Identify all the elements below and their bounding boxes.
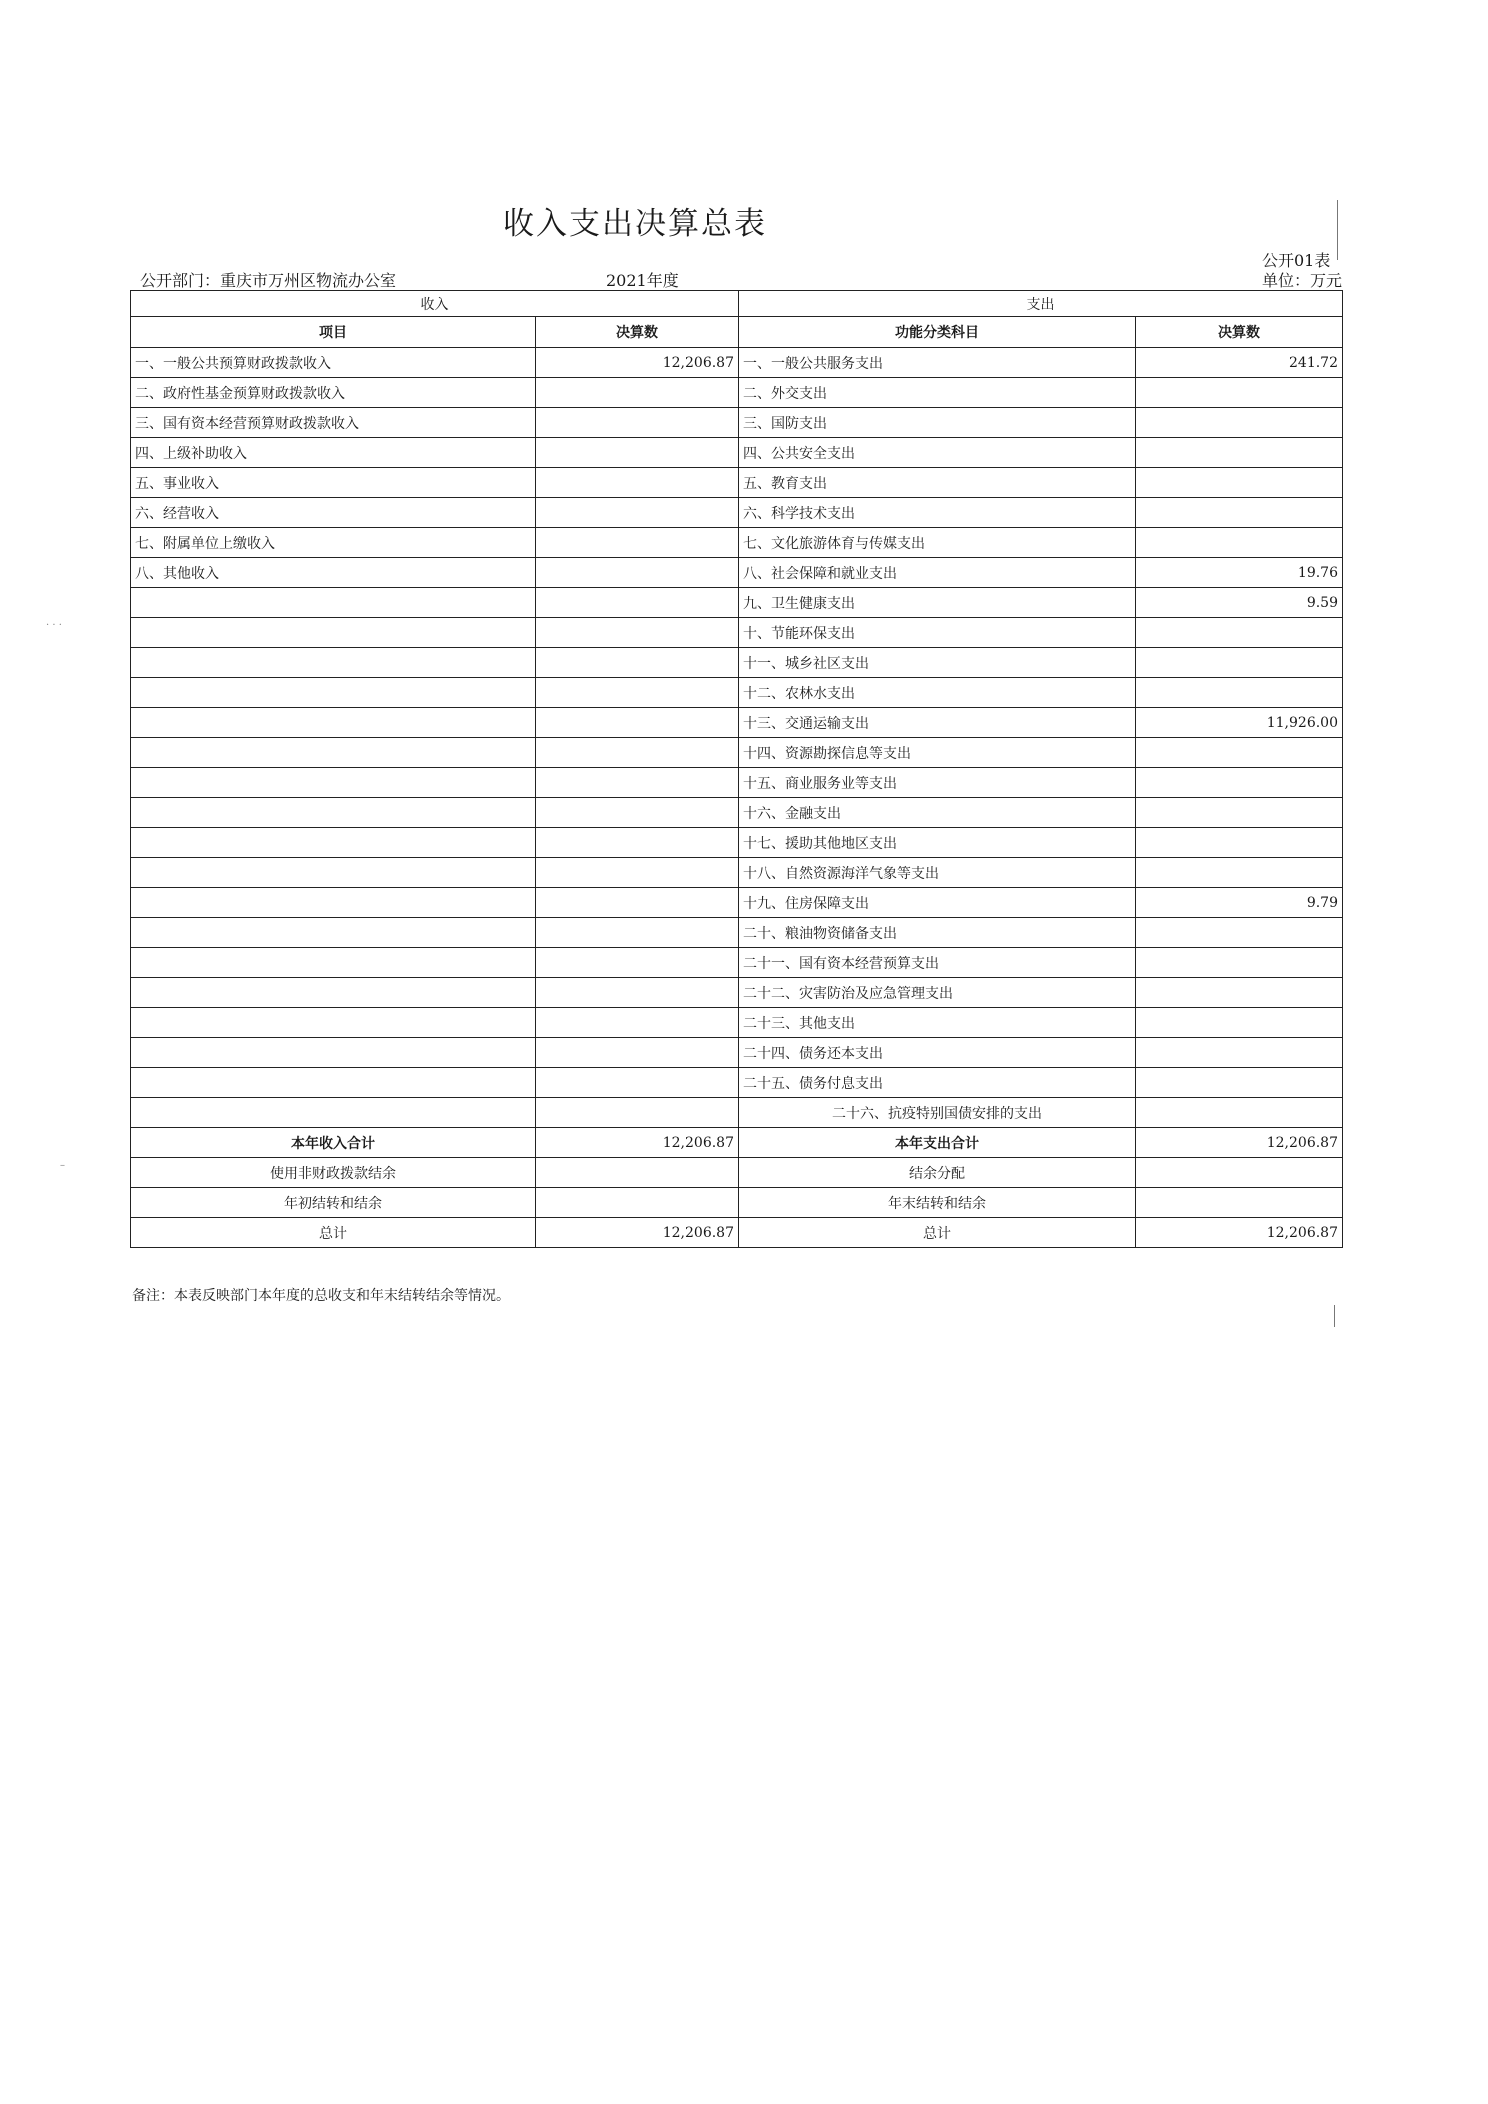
expense-item-cell: 四、公共安全支出 xyxy=(739,438,1136,468)
summary-row xyxy=(131,1218,1343,1248)
income-amount-cell xyxy=(536,918,739,948)
expense-item-cell: 九、卫生健康支出 xyxy=(739,588,1136,618)
income-item-cell xyxy=(131,888,536,918)
income-item-cell xyxy=(131,1098,536,1128)
expense-amount-cell xyxy=(1136,948,1343,978)
income-amount-cell xyxy=(536,1038,739,1068)
form-code: 公开01表 xyxy=(1262,251,1331,270)
income-amount-cell xyxy=(536,1098,739,1128)
income-item-cell: 二、政府性基金预算财政拨款收入 xyxy=(131,378,536,408)
expense-item-cell: 二、外交支出 xyxy=(739,378,1136,408)
table-row xyxy=(131,1038,1343,1068)
income-item-cell xyxy=(131,678,536,708)
income-amount-cell xyxy=(536,768,739,798)
table-row xyxy=(131,1068,1343,1098)
income-amount-cell xyxy=(536,948,739,978)
income-amount-cell: 12,206.87 xyxy=(536,348,739,378)
income-amount-cell xyxy=(536,858,739,888)
expense-amount-cell xyxy=(1136,828,1343,858)
table-row xyxy=(131,828,1343,858)
income-item-cell: 五、事业收入 xyxy=(131,468,536,498)
income-amount-cell xyxy=(536,648,739,678)
expense-item-cell: 二十一、国有资本经营预算支出 xyxy=(739,948,1136,978)
income-amount-cell xyxy=(536,468,739,498)
income-item-cell xyxy=(131,858,536,888)
summary-income-label: 本年收入合计 xyxy=(131,1128,536,1158)
expense-amount-cell xyxy=(1136,798,1343,828)
expense-amount-cell xyxy=(1136,1038,1343,1068)
unit-label: 单位：万元 xyxy=(1261,271,1342,290)
summary-expense-label: 年末结转和结余 xyxy=(739,1188,1136,1218)
expense-amount-cell xyxy=(1136,648,1343,678)
table-row xyxy=(131,1008,1343,1038)
expense-item-cell: 十六、金融支出 xyxy=(739,798,1136,828)
income-amount-cell xyxy=(536,978,739,1008)
income-item-cell xyxy=(131,708,536,738)
income-amount-cell xyxy=(536,798,739,828)
expense-amount-cell xyxy=(1136,408,1343,438)
income-item-cell: 四、上级补助收入 xyxy=(131,438,536,468)
expense-item-cell: 八、社会保障和就业支出 xyxy=(739,558,1136,588)
budget-table xyxy=(130,290,1343,1248)
summary-income-label: 年初结转和结余 xyxy=(131,1188,536,1218)
header-expense-amount: 决算数 xyxy=(1136,317,1343,348)
scan-speck: · · · xyxy=(46,620,62,631)
income-amount-cell xyxy=(536,558,739,588)
table-row xyxy=(131,438,1343,468)
expense-item-cell: 一、一般公共服务支出 xyxy=(739,348,1136,378)
income-item-cell xyxy=(131,648,536,678)
table-row xyxy=(131,858,1343,888)
summary-income-label: 总计 xyxy=(131,1218,536,1248)
expense-item-cell: 十九、住房保障支出 xyxy=(739,888,1136,918)
table-row xyxy=(131,978,1343,1008)
header-expense-item: 功能分类科目 xyxy=(739,317,1136,348)
expense-item-cell: 十五、商业服务业等支出 xyxy=(739,768,1136,798)
section-header-row xyxy=(131,291,1343,317)
income-item-cell xyxy=(131,588,536,618)
summary-income-amount: 12,206.87 xyxy=(536,1128,739,1158)
expense-amount-cell xyxy=(1136,618,1343,648)
summary-income-label: 使用非财政拨款结余 xyxy=(131,1158,536,1188)
expense-item-cell: 三、国防支出 xyxy=(739,408,1136,438)
table-row xyxy=(131,948,1343,978)
table-row xyxy=(131,1098,1343,1128)
expense-item-cell: 二十六、抗疫特别国债安排的支出 xyxy=(739,1098,1136,1128)
expense-item-cell: 十二、农林水支出 xyxy=(739,678,1136,708)
section-expense: 支出 xyxy=(739,291,1343,317)
summary-row xyxy=(131,1128,1343,1158)
summary-expense-label: 本年支出合计 xyxy=(739,1128,1136,1158)
income-item-cell xyxy=(131,618,536,648)
income-item-cell: 三、国有资本经营预算财政拨款收入 xyxy=(131,408,536,438)
scan-edge-mark xyxy=(1337,200,1338,260)
summary-row xyxy=(131,1158,1343,1188)
expense-amount-cell: 9.79 xyxy=(1136,888,1343,918)
table-row xyxy=(131,888,1343,918)
summary-expense-label: 结余分配 xyxy=(739,1158,1136,1188)
income-amount-cell xyxy=(536,528,739,558)
summary-expense-amount: 12,206.87 xyxy=(1136,1218,1343,1248)
income-amount-cell xyxy=(536,678,739,708)
expense-amount-cell xyxy=(1136,768,1343,798)
column-header-row xyxy=(131,317,1343,348)
expense-amount-cell xyxy=(1136,378,1343,408)
expense-item-cell: 二十五、债务付息支出 xyxy=(739,1068,1136,1098)
fiscal-year: 2021年度 xyxy=(606,271,679,290)
expense-item-cell: 五、教育支出 xyxy=(739,468,1136,498)
expense-amount-cell xyxy=(1136,528,1343,558)
expense-item-cell: 六、科学技术支出 xyxy=(739,498,1136,528)
section-income: 收入 xyxy=(131,291,739,317)
expense-amount-cell xyxy=(1136,1098,1343,1128)
summary-expense-amount xyxy=(1136,1188,1343,1218)
expense-amount-cell: 11,926.00 xyxy=(1136,708,1343,738)
expense-item-cell: 十七、援助其他地区支出 xyxy=(739,828,1136,858)
income-item-cell xyxy=(131,1008,536,1038)
income-amount-cell xyxy=(536,378,739,408)
expense-item-cell: 二十四、债务还本支出 xyxy=(739,1038,1136,1068)
table-row xyxy=(131,378,1343,408)
expense-amount-cell xyxy=(1136,1068,1343,1098)
table-row xyxy=(131,618,1343,648)
expense-amount-cell xyxy=(1136,438,1343,468)
table-row xyxy=(131,498,1343,528)
expense-amount-cell xyxy=(1136,498,1343,528)
income-item-cell xyxy=(131,738,536,768)
expense-item-cell: 十一、城乡社区支出 xyxy=(739,648,1136,678)
income-amount-cell xyxy=(536,588,739,618)
income-item-cell: 八、其他收入 xyxy=(131,558,536,588)
expense-item-cell: 二十、粮油物资储备支出 xyxy=(739,918,1136,948)
table-row xyxy=(131,798,1343,828)
expense-item-cell: 二十三、其他支出 xyxy=(739,1008,1136,1038)
expense-item-cell: 二十二、灾害防治及应急管理支出 xyxy=(739,978,1136,1008)
expense-amount-cell xyxy=(1136,1008,1343,1038)
page-title: 收入支出决算总表 xyxy=(503,206,767,242)
header-income-amount: 决算数 xyxy=(536,317,739,348)
expense-amount-cell xyxy=(1136,858,1343,888)
expense-item-cell: 十、节能环保支出 xyxy=(739,618,1136,648)
income-item-cell xyxy=(131,828,536,858)
table-row xyxy=(131,648,1343,678)
income-amount-cell xyxy=(536,738,739,768)
table-row xyxy=(131,678,1343,708)
scan-edge-mark xyxy=(1334,1305,1335,1327)
summary-income-amount xyxy=(536,1158,739,1188)
income-item-cell: 一、一般公共预算财政拨款收入 xyxy=(131,348,536,378)
expense-amount-cell xyxy=(1136,918,1343,948)
income-item-cell xyxy=(131,768,536,798)
table-row xyxy=(131,528,1343,558)
income-amount-cell xyxy=(536,408,739,438)
income-item-cell xyxy=(131,948,536,978)
income-item-cell xyxy=(131,1068,536,1098)
income-item-cell: 七、附属单位上缴收入 xyxy=(131,528,536,558)
footnote: 备注：本表反映部门本年度的总收支和年末结转结余等情况。 xyxy=(132,1288,510,1304)
table-row xyxy=(131,588,1343,618)
income-amount-cell xyxy=(536,708,739,738)
expense-item-cell: 七、文化旅游体育与传媒支出 xyxy=(739,528,1136,558)
expense-amount-cell xyxy=(1136,978,1343,1008)
income-amount-cell xyxy=(536,438,739,468)
expense-item-cell: 十八、自然资源海洋气象等支出 xyxy=(739,858,1136,888)
table-row xyxy=(131,348,1343,378)
expense-amount-cell xyxy=(1136,468,1343,498)
income-amount-cell xyxy=(536,1068,739,1098)
income-amount-cell xyxy=(536,498,739,528)
table-row xyxy=(131,468,1343,498)
expense-amount-cell: 19.76 xyxy=(1136,558,1343,588)
expense-amount-cell: 241.72 xyxy=(1136,348,1343,378)
summary-row xyxy=(131,1188,1343,1218)
expense-item-cell: 十三、交通运输支出 xyxy=(739,708,1136,738)
income-item-cell xyxy=(131,798,536,828)
income-item-cell xyxy=(131,1038,536,1068)
header-income-item: 项目 xyxy=(131,317,536,348)
summary-expense-amount xyxy=(1136,1158,1343,1188)
expense-amount-cell xyxy=(1136,678,1343,708)
scan-speck: – xyxy=(60,1160,65,1171)
table-row xyxy=(131,708,1343,738)
department-label: 公开部门：重庆市万州区物流办公室 xyxy=(140,271,397,290)
income-amount-cell xyxy=(536,618,739,648)
expense-item-cell: 十四、资源勘探信息等支出 xyxy=(739,738,1136,768)
expense-amount-cell xyxy=(1136,738,1343,768)
table-row xyxy=(131,768,1343,798)
summary-income-amount xyxy=(536,1188,739,1218)
meta-row xyxy=(140,268,1342,290)
table-row xyxy=(131,408,1343,438)
income-amount-cell xyxy=(536,1008,739,1038)
summary-expense-amount: 12,206.87 xyxy=(1136,1128,1343,1158)
summary-income-amount: 12,206.87 xyxy=(536,1218,739,1248)
summary-expense-label: 总计 xyxy=(739,1218,1136,1248)
income-item-cell: 六、经营收入 xyxy=(131,498,536,528)
income-amount-cell xyxy=(536,828,739,858)
income-item-cell xyxy=(131,918,536,948)
income-item-cell xyxy=(131,978,536,1008)
table-row xyxy=(131,738,1343,768)
income-amount-cell xyxy=(536,888,739,918)
expense-amount-cell: 9.59 xyxy=(1136,588,1343,618)
table-row xyxy=(131,558,1343,588)
table-row xyxy=(131,918,1343,948)
